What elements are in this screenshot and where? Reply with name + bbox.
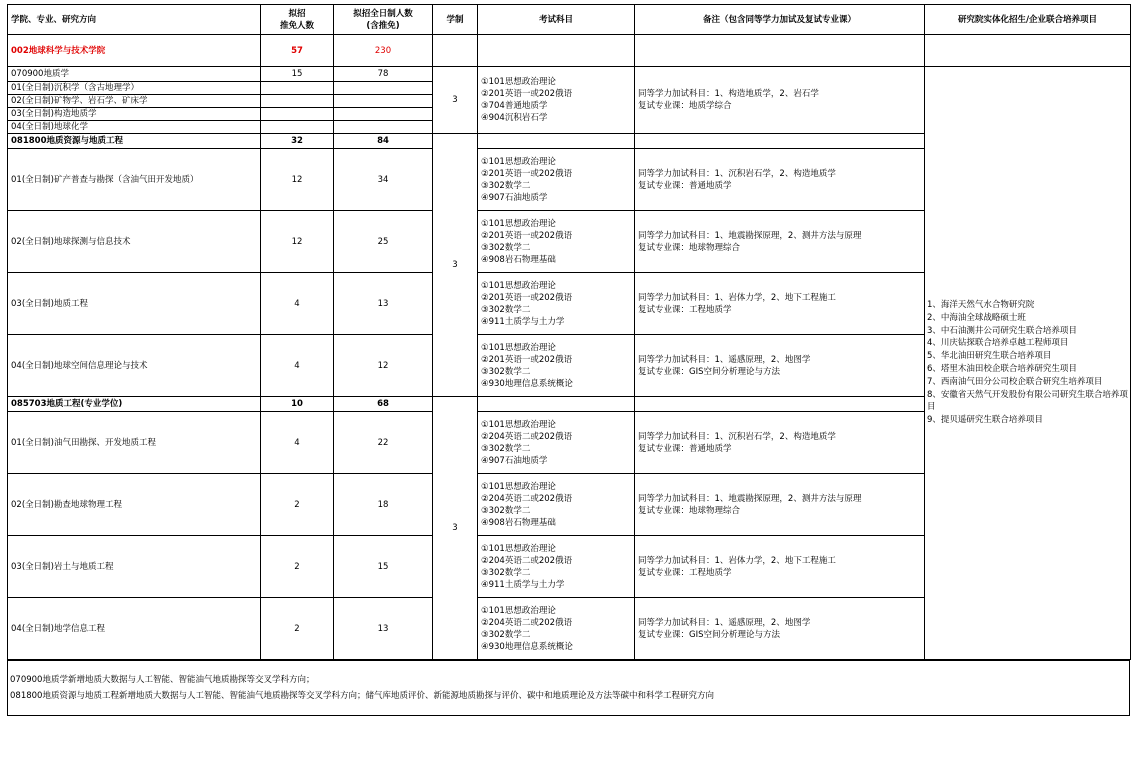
exam-subjects: ①101思想政治理论 ②201英语一或202俄语 ③302数学二 ④908岩石物理基础	[478, 211, 635, 273]
notes-cell: 同等学力加试科目：1、地震勘探原理，2、测井方法与原理 复试专业课：地球物理综合	[635, 474, 925, 536]
major-name: 081800地质资源与地质工程	[8, 134, 261, 149]
direction-row: 04(全日制)地球空间信息理论与技术 4 12 ①101思想政治理论 ②201英语一或202俄语 ③302数学二 ④930地理信息系统概论 同等学力加试科目：1、遥感原理，2、地图学 复试专业课：GIS空间分析理论与方法	[8, 335, 1131, 397]
header-projects: 研究院实体化招生/企业联合培养项目	[925, 5, 1131, 35]
direction-row: 03(全日制)岩土与地质工程 2 15 ①101思想政治理论 ②204英语二或202俄语 ③302数学二 ④911土质学与土力学 同等学力加试科目：1、岩体力学，2、地下工程施工 复试专业课：工程地质学	[8, 536, 1131, 598]
footer-notes	[8, 661, 1130, 716]
header-duration: 学制	[433, 5, 478, 35]
notes-cell: 同等学力加试科目：1、地震勘探原理，2、测井方法与原理 复试专业课：地球物理综合	[635, 211, 925, 273]
admissions-sheet	[7, 4, 1130, 716]
footer-notes-table	[7, 660, 1130, 716]
project-item: 4、川庆钻探联合培养卓越工程师项目	[927, 338, 1069, 349]
major-row	[8, 67, 1131, 82]
exam-subjects: ①101思想政治理论 ②204英语二或202俄语 ③302数学二 ④907石油地质学	[478, 412, 635, 474]
footer-note: 081800地质资源与地质工程新增地质大数据与人工智能、智能油气地质勘探等交叉学科方向；储气库地质评价、新能源地质勘探与评价、碳中和地质理论及方法等碳中和科学工程研究方向	[10, 691, 714, 701]
project-item: 8、安徽省天然气开发股份有限公司研究生联合培养项目	[927, 389, 1128, 413]
college-name: 002地球科学与技术学院	[8, 35, 261, 67]
college-row	[8, 35, 1131, 67]
header-plan: 拟招全日制人数 (含推免)	[334, 5, 433, 35]
major-name: 085703地质工程(专业学位)	[8, 397, 261, 412]
header-row	[8, 5, 1131, 35]
major-recommend: 32	[261, 134, 334, 149]
major-plan: 84	[334, 134, 433, 149]
exam-subjects: ①101思想政治理论 ②204英语二或202俄语 ③302数学二 ④908岩石物理基础	[478, 474, 635, 536]
exam-subjects: ①101思想政治理论 ②204英语二或202俄语 ③302数学二 ④930地理信息系统概论	[478, 598, 635, 660]
exam-subjects: ①101思想政治理论 ②201英语一或202俄语 ③302数学二 ④930地理信息系统概论	[478, 335, 635, 397]
direction-row: 01(全日制)矿产普查与勘探（含油气田开发地质） 12 34 ①101思想政治理论 ②201英语一或202俄语 ③302数学二 ④907石油地质学 同等学力加试科目：1、沉积岩石学，2、构造地质学 复试专业课：普通地质学	[8, 149, 1131, 211]
exam-subjects: ①101思想政治理论 ②201英语一或202俄语 ③302数学二 ④907石油地质学	[478, 149, 635, 211]
exam-subjects: ①101思想政治理论 ②204英语二或202俄语 ③302数学二 ④911土质学与土力学	[478, 536, 635, 598]
sub-direction-row: 01(全日制)沉积学（含古地理学）	[8, 82, 1131, 95]
project-item: 5、华北油田研究生联合培养项目	[927, 351, 1052, 362]
notes-cell: 同等学力加试科目：1、沉积岩石学，2、构造地质学 复试专业课：普通地质学	[635, 149, 925, 211]
notes-cell: 同等学力加试科目：1、岩体力学，2、地下工程施工 复试专业课：工程地质学	[635, 273, 925, 335]
header-college-major: 学院、专业、研究方向	[8, 5, 261, 35]
notes-cell: 同等学力加试科目：1、沉积岩石学，2、构造地质学 复试专业课：普通地质学	[635, 412, 925, 474]
major-duration: 3	[433, 397, 478, 660]
major-duration: 3	[433, 134, 478, 397]
notes-cell: 同等学力加试科目：1、构造地质学，2、岩石学 复试专业课：地质学综合	[635, 67, 925, 134]
project-item: 7、西南油气田分公司校企联合研究生培养项目	[927, 376, 1103, 387]
major-recommend: 10	[261, 397, 334, 412]
exam-subjects: ①101思想政治理论 ②201英语一或202俄语 ③302数学二 ④911土质学与土力学	[478, 273, 635, 335]
header-notes: 备注（包含同等学力加试及复试专业课）	[635, 5, 925, 35]
notes-cell: 同等学力加试科目：1、遥感原理，2、地图学 复试专业课：GIS空间分析理论与方法	[635, 335, 925, 397]
header-recommend: 拟招 推免人数	[261, 5, 334, 35]
sub-direction-row: 04(全日制)地球化学	[8, 121, 1131, 134]
sub-direction-row: 03(全日制)构造地质学	[8, 108, 1131, 121]
college-recommend: 57	[261, 35, 334, 67]
projects-cell	[925, 67, 1131, 660]
project-item: 2、中海油全球战略硕士班	[927, 312, 1026, 323]
footer-note: 070900地质学新增地质大数据与人工智能、智能油气地质勘探等交叉学科方向；	[10, 675, 315, 685]
college-plan: 230	[334, 35, 433, 67]
major-name: 070900地质学	[8, 67, 261, 82]
major-duration: 3	[433, 67, 478, 134]
direction-row: 03(全日制)地质工程 4 13 ①101思想政治理论 ②201英语一或202俄语 ③302数学二 ④911土质学与土力学 同等学力加试科目：1、岩体力学，2、地下工程施工 复试专业课：工程地质学	[8, 273, 1131, 335]
project-item: 6、塔里木油田校企联合培养研究生项目	[927, 364, 1077, 374]
major-plan: 78	[334, 67, 433, 82]
exam-subjects: ①101思想政治理论 ②201英语一或202俄语 ③704普通地质学 ④904沉积岩石学	[478, 67, 635, 134]
sub-direction-row: 02(全日制)矿物学、岩石学、矿床学	[8, 95, 1131, 108]
project-item: 1、海洋天然气水合物研究院	[927, 300, 1035, 311]
header-exam: 考试科目	[478, 5, 635, 35]
project-item: 9、提贝遥研究生联合培养项目	[927, 415, 1043, 426]
direction-row: 02(全日制)勘查地球物理工程 2 18 ①101思想政治理论 ②204英语二或202俄语 ③302数学二 ④908岩石物理基础 同等学力加试科目：1、地震勘探原理，2、测井方法与原理 复试专业课：地球物理综合	[8, 474, 1131, 536]
major-recommend: 15	[261, 67, 334, 82]
direction-row: 01(全日制)油气田勘探、开发地质工程 4 22 ①101思想政治理论 ②204英语二或202俄语 ③302数学二 ④907石油地质学 同等学力加试科目：1、沉积岩石学，2、构造地质学 复试专业课：普通地质学	[8, 412, 1131, 474]
admissions-table	[7, 4, 1131, 660]
project-item: 3、中石油测井公司研究生联合培养项目	[927, 325, 1077, 336]
notes-cell: 同等学力加试科目：1、遥感原理，2、地图学 复试专业课：GIS空间分析理论与方法	[635, 598, 925, 660]
direction-row: 04(全日制)地学信息工程 2 13 ①101思想政治理论 ②204英语二或202俄语 ③302数学二 ④930地理信息系统概论 同等学力加试科目：1、遥感原理，2、地图学 复试专业课：GIS空间分析理论与方法	[8, 598, 1131, 660]
direction-row: 02(全日制)地球探测与信息技术 12 25 ①101思想政治理论 ②201英语一或202俄语 ③302数学二 ④908岩石物理基础 同等学力加试科目：1、地震勘探原理，2、测井方法与原理 复试专业课：地球物理综合	[8, 211, 1131, 273]
notes-cell: 同等学力加试科目：1、岩体力学，2、地下工程施工 复试专业课：工程地质学	[635, 536, 925, 598]
major-plan: 68	[334, 397, 433, 412]
